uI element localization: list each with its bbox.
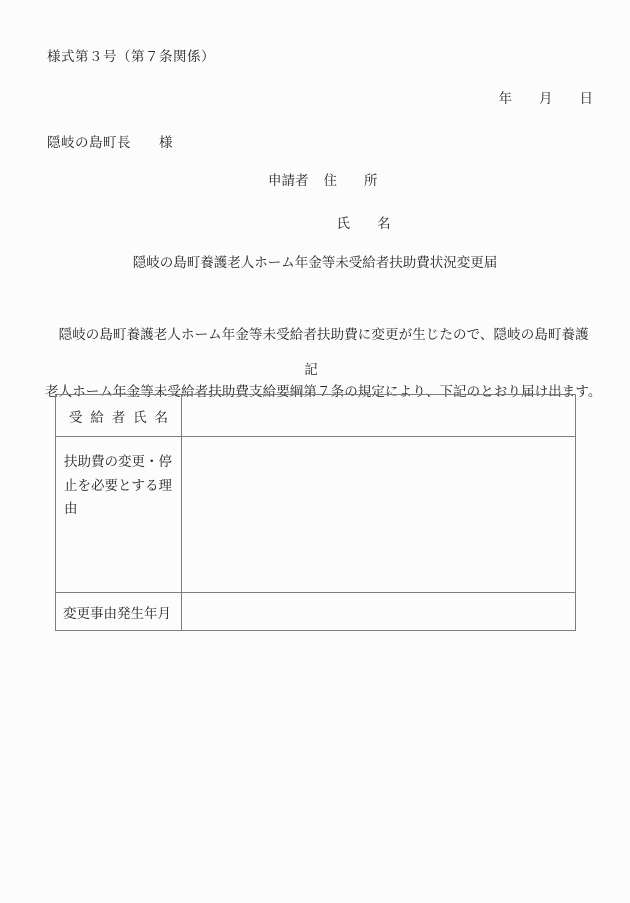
table-row-recipient-name xyxy=(56,395,576,437)
record-heading: 記 xyxy=(304,362,318,377)
addressee-line: 隠岐の島町長 様 xyxy=(47,135,173,150)
body-paragraph-line-2: 老人ホーム年金等未受給者扶助費支給要綱第７条の規定により、下記のとおり届け出ます。 xyxy=(45,383,602,399)
table-row-change-reason xyxy=(56,437,576,593)
applicant-name-row xyxy=(323,196,391,248)
date-line: 年 月 日 xyxy=(498,91,593,106)
change-reason-value-cell xyxy=(182,437,576,593)
applicant-name-label: 氏 名 xyxy=(336,216,391,231)
body-paragraph-line-1: 隠岐の島町養護老人ホーム年金等未受給者扶助費に変更が生じたので、隠岐の島町養護 xyxy=(45,327,589,342)
change-date-value-cell xyxy=(182,593,576,631)
table-row-change-date xyxy=(56,593,576,631)
document-title: 隠岐の島町養護老人ホーム年金等未受給者扶助費状況変更届 xyxy=(132,255,498,270)
recipient-name-value-cell xyxy=(182,395,576,437)
form-number: 様式第３号（第７条関係） xyxy=(47,49,215,64)
change-date-label-cell: 変更事由発生年月 xyxy=(56,593,182,631)
details-table xyxy=(55,394,576,631)
recipient-name-label-cell: 受 給 者 氏 名 xyxy=(56,395,182,437)
applicant-label: 申請者 xyxy=(268,173,309,188)
change-reason-label-cell: 扶助費の変更・停止を必要とする理由 xyxy=(56,437,182,593)
applicant-address-row xyxy=(268,169,378,189)
applicant-address-label: 住 所 xyxy=(323,173,378,188)
